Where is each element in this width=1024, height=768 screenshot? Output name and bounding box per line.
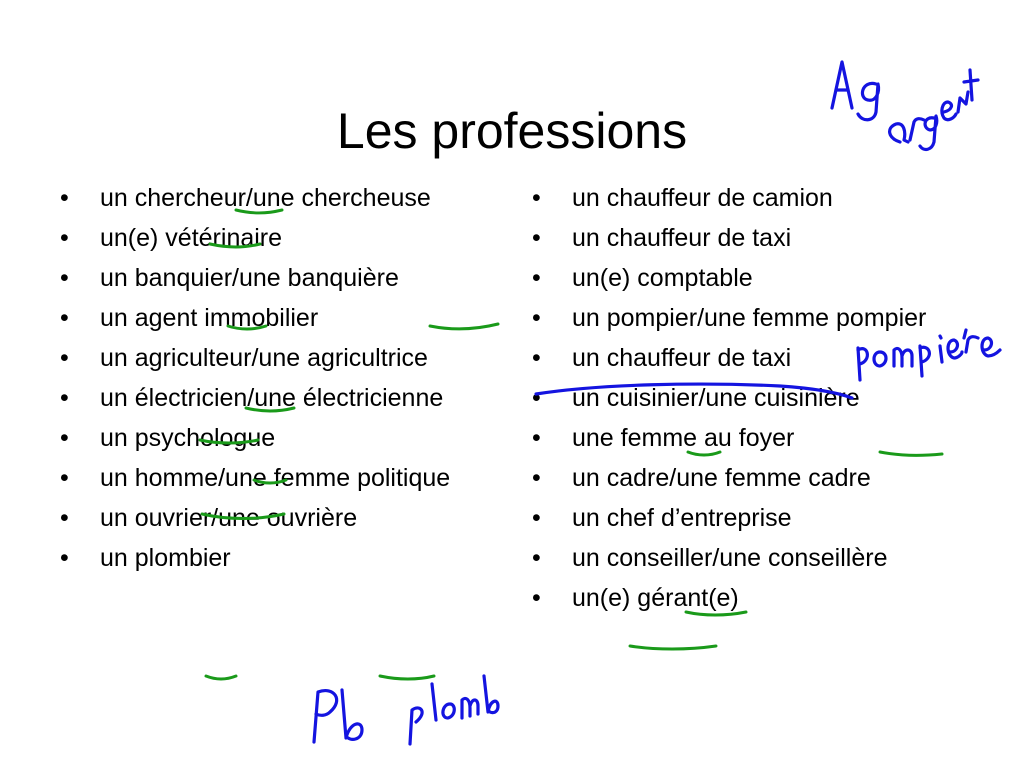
bullet-icon: • bbox=[60, 544, 69, 572]
list-item bbox=[60, 182, 500, 214]
list-item bbox=[60, 342, 500, 374]
list-item-text: un agent immobilier bbox=[100, 304, 319, 332]
bullet-icon: • bbox=[60, 184, 69, 212]
list-item-text: un conseiller/une conseillère bbox=[572, 544, 888, 572]
bullet-icon: • bbox=[532, 224, 541, 252]
list-item-text: un psychologue bbox=[100, 424, 276, 452]
list-item-text: un homme/une femme politique bbox=[100, 464, 451, 492]
slide-title: Les professions bbox=[336, 102, 688, 159]
list-item-text: un(e) gérant(e) bbox=[572, 584, 739, 612]
list-item bbox=[532, 222, 972, 254]
list-item bbox=[532, 502, 972, 534]
bullet-icon: • bbox=[532, 304, 541, 332]
list-item-text: un ouvrier/une ouvrière bbox=[100, 504, 358, 532]
underline-mark bbox=[206, 676, 236, 679]
list-item-text: un cuisinier/une cuisinière bbox=[572, 384, 860, 412]
list-item-text: un plombier bbox=[100, 544, 231, 572]
bullet-icon: • bbox=[532, 184, 541, 212]
list-item-text: un électricien/une électricienne bbox=[100, 384, 444, 412]
bullet-icon: • bbox=[60, 384, 69, 412]
list-item bbox=[60, 222, 500, 254]
bullet-icon: • bbox=[60, 424, 69, 452]
list-item bbox=[60, 262, 500, 294]
list-item-text: un chauffeur de camion bbox=[572, 184, 833, 212]
list-item bbox=[532, 582, 972, 614]
bullet-icon: • bbox=[60, 344, 69, 372]
left-profession-list bbox=[60, 182, 500, 582]
bullet-icon: • bbox=[532, 264, 541, 292]
bullet-icon: • bbox=[532, 544, 541, 572]
list-item bbox=[60, 302, 500, 334]
underline-mark bbox=[630, 646, 716, 649]
list-item-text: un chauffeur de taxi bbox=[572, 344, 792, 372]
list-item bbox=[532, 382, 972, 414]
list-item-text: une femme au foyer bbox=[572, 424, 795, 452]
bullet-icon: • bbox=[60, 224, 69, 252]
list-item bbox=[60, 382, 500, 414]
list-item-text: un(e) vétérinaire bbox=[100, 224, 283, 252]
list-item bbox=[532, 542, 972, 574]
right-profession-list bbox=[532, 182, 972, 622]
list-item bbox=[60, 462, 500, 494]
list-item-text: un pompier/une femme pompier bbox=[572, 304, 927, 332]
list-item bbox=[60, 542, 500, 574]
bullet-icon: • bbox=[532, 424, 541, 452]
list-item-text: un(e) comptable bbox=[572, 264, 753, 292]
bullet-icon: • bbox=[60, 264, 69, 292]
list-item-text: un chercheur/une chercheuse bbox=[100, 184, 431, 212]
bullet-icon: • bbox=[532, 344, 541, 372]
bullet-icon: • bbox=[532, 384, 541, 412]
list-item bbox=[532, 342, 972, 374]
list-item bbox=[532, 262, 972, 294]
handwritten-pb bbox=[314, 690, 362, 742]
list-item bbox=[532, 422, 972, 454]
list-item-text: un chauffeur de taxi bbox=[572, 224, 792, 252]
underline-mark bbox=[380, 676, 434, 679]
bullet-icon: • bbox=[532, 464, 541, 492]
list-item bbox=[532, 182, 972, 214]
bullet-icon: • bbox=[60, 304, 69, 332]
list-item bbox=[60, 422, 500, 454]
bullet-icon: • bbox=[532, 504, 541, 532]
bullet-icon: • bbox=[60, 464, 69, 492]
list-item bbox=[532, 302, 972, 334]
bullet-icon: • bbox=[60, 504, 69, 532]
handwritten-plomb bbox=[410, 676, 498, 744]
list-item-text: un chef d’entreprise bbox=[572, 504, 792, 532]
bullet-icon: • bbox=[532, 584, 541, 612]
list-item-text: un banquier/une banquière bbox=[100, 264, 399, 292]
list-item bbox=[60, 502, 500, 534]
list-item-text: un cadre/une femme cadre bbox=[572, 464, 871, 492]
list-item-text: un agriculteur/une agricultrice bbox=[100, 344, 428, 372]
list-item bbox=[532, 462, 972, 494]
